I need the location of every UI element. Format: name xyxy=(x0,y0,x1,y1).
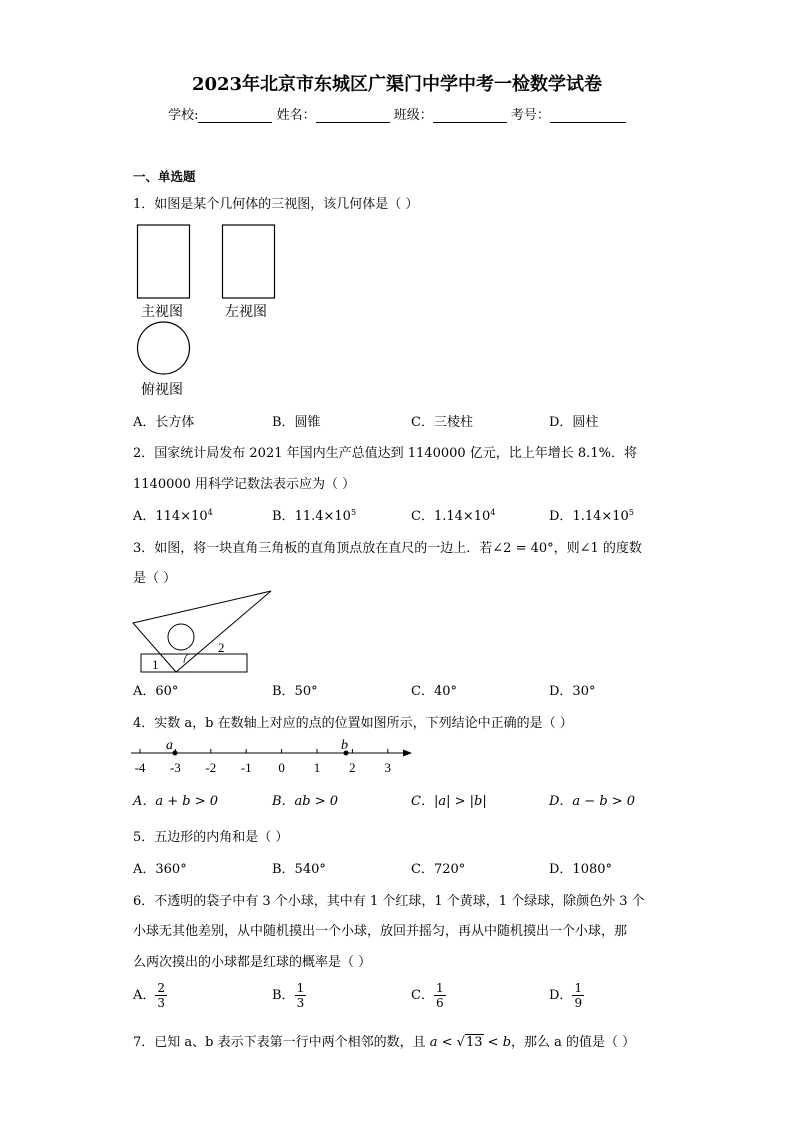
front-view-label: 主视图 xyxy=(141,304,183,320)
q6-b-label: B． xyxy=(272,988,295,1003)
point-a-label: a xyxy=(166,738,173,753)
q7-ineq-b: b xyxy=(502,1035,512,1050)
tick-label: 1 xyxy=(313,760,321,775)
q6-d-den: 9 xyxy=(574,996,583,1010)
q3-option-a[interactable]: A．60° xyxy=(133,684,179,699)
number-line-figure xyxy=(128,734,418,780)
q1-option-b[interactable]: B．圆锥 xyxy=(272,415,321,430)
question-1: 1．如图是某个几何体的三视图，该几何体是（ ） xyxy=(133,197,419,212)
q7-radicand: 13 xyxy=(465,1035,483,1050)
q2-option-b[interactable] xyxy=(272,505,356,524)
question-4: 4．实数 a，b 在数轴上对应的点的位置如图所示，下列结论中正确的是（ ） xyxy=(133,716,573,731)
q6-b-num: 1 xyxy=(296,981,305,995)
tick-label: 0 xyxy=(278,760,285,775)
left-view-label: 左视图 xyxy=(225,304,267,320)
q2-c-label: C． xyxy=(411,509,434,524)
q6-a-label: A． xyxy=(133,988,156,1003)
q3-option-c[interactable]: C．40° xyxy=(411,684,457,699)
q3-option-d[interactable]: D．30° xyxy=(549,684,596,699)
student-info xyxy=(0,104,794,123)
q6-b-fraction xyxy=(295,981,307,1010)
q2-d-label: D． xyxy=(549,509,573,524)
question-6-line2: 小球无其他差别，从中随机摸出一个小球，放回并摇匀，再从中随机摸出一个小球，那 xyxy=(133,924,628,939)
point-a-dot xyxy=(173,751,178,756)
school-blank[interactable] xyxy=(198,108,272,123)
page-title: 2023年北京市东城区广渠门中学中考一检数学试卷 xyxy=(191,74,603,95)
q3-option-b[interactable]: B．50° xyxy=(272,684,318,699)
q2-option-c[interactable] xyxy=(411,505,495,524)
q5-option-b[interactable]: B．540° xyxy=(272,862,326,877)
question-2-line2: 1140000 用科学记数法表示应为（ ） xyxy=(133,477,356,492)
q7-ineq-lt2: < xyxy=(483,1035,503,1050)
tick-label: -1 xyxy=(240,760,252,775)
q4-option-c[interactable]: C．|a| > |b| xyxy=(411,794,487,809)
q4-option-b[interactable]: B．ab > 0 xyxy=(272,794,339,809)
q1-option-c[interactable]: C．三棱柱 xyxy=(411,415,473,430)
q7-ineq-lt1: < √ xyxy=(437,1035,465,1050)
tick-label: 2 xyxy=(349,760,356,775)
question-7 xyxy=(133,1031,635,1050)
q5-option-d[interactable]: D．1080° xyxy=(549,862,613,877)
tick-label: -3 xyxy=(169,760,181,775)
q2-c-base: 1.14×10 xyxy=(433,509,491,524)
q7-suffix: ，那么 a 的值是（ ） xyxy=(511,1035,636,1050)
name-blank[interactable] xyxy=(316,108,390,123)
number-label: 考号： xyxy=(510,108,550,123)
q1-option-d[interactable]: D．圆柱 xyxy=(549,415,599,430)
question-6-line1: 6．不透明的袋子中有 3 个小球，其中有 1 个红球，1 个黄球，1 个绿球，除颜色外 3 个 xyxy=(133,894,645,909)
section-heading: 一、单选题 xyxy=(133,169,196,184)
q2-option-a[interactable] xyxy=(133,505,213,524)
q6-a-fraction xyxy=(155,981,167,1010)
point-b-label: b xyxy=(341,738,348,753)
q7-prefix: 7．已知 a、b 表示下表第一行中两个相邻的数，且 xyxy=(133,1035,430,1050)
angle-2-label: 2 xyxy=(218,640,225,655)
q2-d-exp: 5 xyxy=(628,508,634,517)
q4-option-d[interactable]: D．a − b > 0 xyxy=(549,794,636,809)
q6-a-num: 2 xyxy=(157,981,166,995)
q2-b-exp: 5 xyxy=(350,508,357,517)
triangle-ruler-figure xyxy=(130,588,280,678)
question-6-line3: 么两次摸出的小球都是红球的概率是（ ） xyxy=(133,955,372,970)
q6-d-fraction xyxy=(572,981,584,1010)
question-3-line2: 是（ ） xyxy=(133,571,177,586)
school-label: 学校: xyxy=(168,108,199,123)
front-view-rect xyxy=(138,225,190,298)
tick-label: -2 xyxy=(205,760,217,775)
q2-d-base: 1.14×10 xyxy=(572,509,629,524)
number-line-arrow xyxy=(403,750,412,757)
question-3-line1: 3．如图，将一块直角三角板的直角顶点放在直尺的一边上．若∠2 = 40°，则∠1 的度数 xyxy=(133,541,642,556)
q6-option-d[interactable] xyxy=(549,981,584,1010)
q6-c-label: C． xyxy=(411,988,434,1003)
q2-option-d[interactable] xyxy=(549,505,634,524)
q4-option-a[interactable]: A．a + b > 0 xyxy=(133,794,219,809)
q2-b-label: B． xyxy=(272,509,295,524)
top-view-label: 俯视图 xyxy=(141,382,183,398)
q6-c-den: 6 xyxy=(435,996,444,1010)
q6-b-den: 3 xyxy=(296,996,305,1010)
class-blank[interactable] xyxy=(433,108,507,123)
q6-option-c[interactable] xyxy=(411,981,446,1010)
q6-option-b[interactable] xyxy=(272,981,306,1010)
q2-b-base: 11.4×10 xyxy=(294,509,351,524)
q5-option-c[interactable]: C．720° xyxy=(411,862,466,877)
q2-a-base: 114×10 xyxy=(155,509,208,524)
q6-d-label: D． xyxy=(549,988,573,1003)
q7-ineq-a: a xyxy=(429,1035,438,1050)
q1-option-a[interactable]: A．长方体 xyxy=(133,415,195,430)
q2-a-exp: 4 xyxy=(207,508,213,517)
q6-a-den: 3 xyxy=(157,996,166,1010)
tick-label: 3 xyxy=(384,760,392,775)
q6-c-fraction xyxy=(434,981,446,1010)
q2-c-exp: 4 xyxy=(490,508,496,517)
class-label: 班级： xyxy=(393,108,433,123)
top-view-circle xyxy=(138,322,190,374)
q6-option-a[interactable] xyxy=(133,981,167,1010)
tick-label: -4 xyxy=(134,760,146,775)
name-label: 姓名： xyxy=(276,108,316,123)
q2-a-label: A． xyxy=(133,509,156,524)
question-5: 5．五边形的内角和是（ ） xyxy=(133,830,289,845)
left-view-rect xyxy=(223,225,275,298)
angle-1-label: 1 xyxy=(152,657,159,672)
q6-d-num: 1 xyxy=(574,981,583,995)
question-2-line1: 2．国家统计局发布 2021 年国内生产总值达到 1140000 亿元，比上年增长 8.1%．将 xyxy=(133,446,637,461)
triangle-hole xyxy=(168,624,194,650)
q6-c-num: 1 xyxy=(435,981,444,995)
q5-option-a[interactable]: A．360° xyxy=(133,862,187,877)
number-blank[interactable] xyxy=(550,108,626,123)
